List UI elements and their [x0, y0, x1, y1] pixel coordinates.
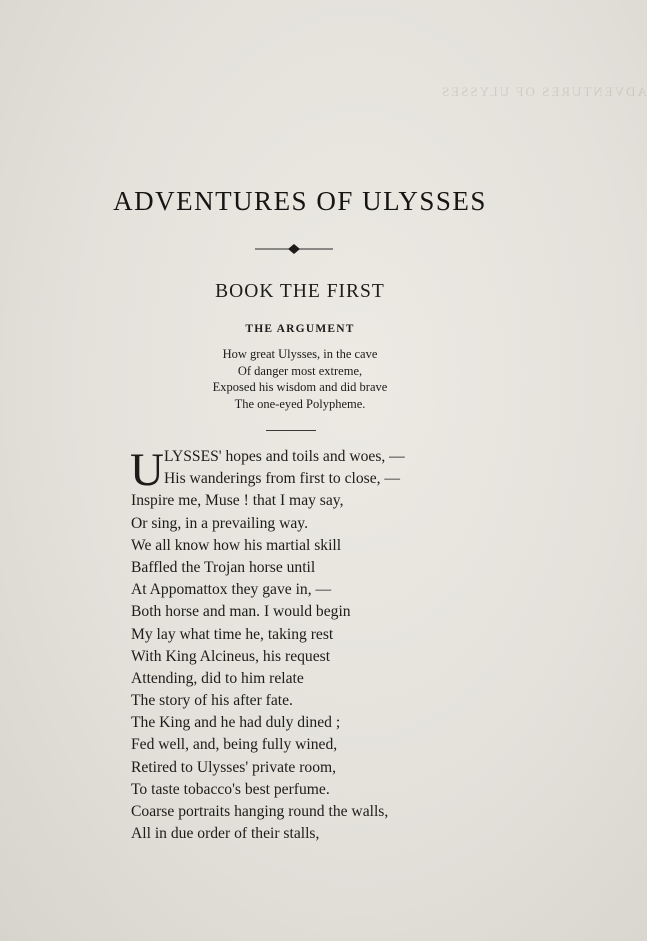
poem-line: LYSSES' hopes and toils and woes, —	[164, 448, 405, 465]
page-title: ADVENTURES OF ULYSSES	[113, 186, 487, 216]
argument-heading: THE ARGUMENT	[245, 323, 355, 335]
poem-line: Fed well, and, being fully wined,	[131, 736, 338, 754]
poem-body	[131, 446, 405, 845]
title-ornament	[255, 243, 333, 255]
section-divider	[266, 430, 316, 431]
poem-line: My lay what time he, taking rest	[131, 625, 334, 643]
poem-line: Or sing, in a prevailing way.	[131, 514, 308, 532]
book-heading: BOOK THE FIRST	[215, 281, 385, 302]
argument-line: Of danger most extreme,	[237, 363, 363, 378]
argument-verse	[0, 346, 600, 412]
poem-line: Baffled the Trojan horse until	[131, 558, 316, 576]
poem-line: The King and he had duly dined ;	[131, 714, 341, 732]
poem-line: Attending, did to him relate	[131, 669, 304, 687]
poem-line: Inspire me, Muse ! that I may say,	[131, 492, 344, 510]
poem-line: The story of his after fate.	[131, 692, 293, 710]
poem-line: At Appomattox they gave in, —	[131, 581, 332, 599]
argument-line: The one-eyed Polypheme.	[234, 396, 366, 411]
poem-line: His wanderings from first to close, —	[164, 470, 401, 488]
poem-line: Retired to Ulysses' private room,	[131, 758, 337, 776]
poem-line: To taste tobacco's best perfume.	[131, 780, 330, 798]
poem-line: Coarse portraits hanging round the walls,	[131, 803, 389, 820]
poem-line: We all know how his martial skill	[131, 536, 342, 554]
poem-line: With King Alcineus, his request	[131, 647, 331, 665]
argument-line: How great Ulysses, in the cave	[222, 347, 378, 361]
poem-line: All in due order of their stalls,	[131, 825, 320, 843]
bleed-through-header: ADVENTURES OF ULYSSES	[440, 84, 647, 99]
argument-line: Exposed his wisdom and did brave	[212, 380, 388, 394]
poem-line: Both horse and man. I would begin	[131, 603, 351, 621]
drop-cap: U	[130, 444, 164, 496]
